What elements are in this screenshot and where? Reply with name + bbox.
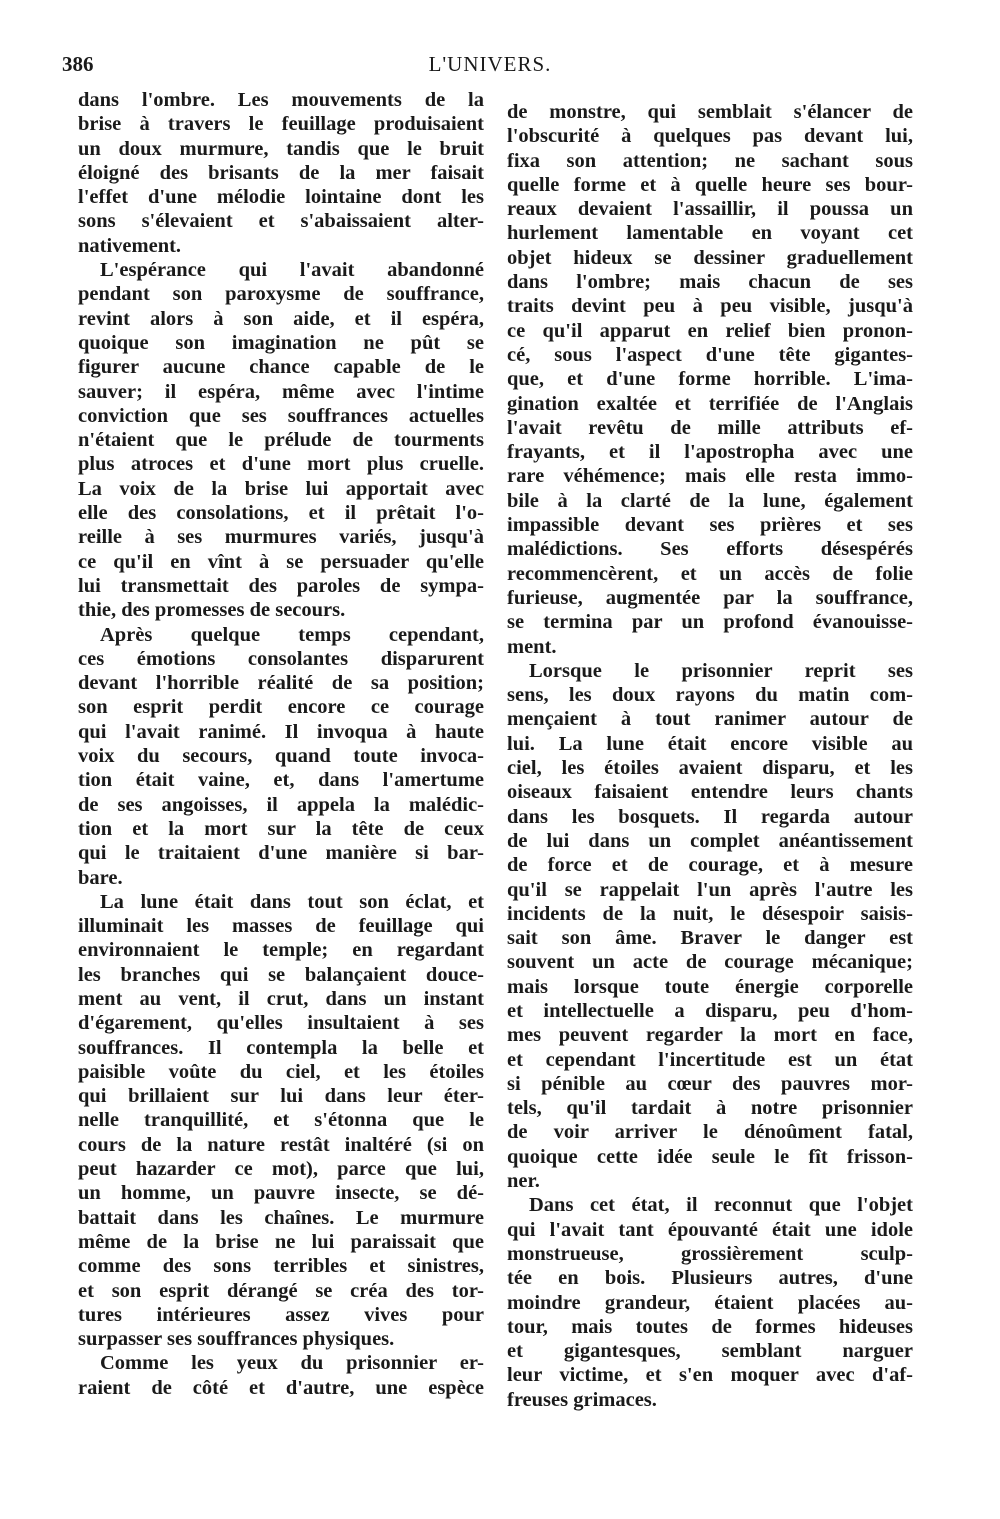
paragraph bbox=[78, 1351, 484, 1400]
paragraph bbox=[507, 100, 913, 659]
text-line: pendant son paroxysme de souffrance, bbox=[78, 283, 484, 306]
text-line: La voix de la brise lui apportait avec bbox=[78, 477, 484, 500]
text-line: moindre grandeur, étaient placées au- bbox=[507, 1291, 913, 1314]
text-line: devant l'horrible réalité de sa position; bbox=[78, 672, 484, 695]
text-line: l'effet d'une mélodie lointaine dont les bbox=[78, 186, 484, 209]
text-line: de voir arriver le dénoûment fatal, bbox=[507, 1121, 913, 1144]
running-title: L'UNIVERS. bbox=[428, 52, 552, 76]
text-line: ment au vent, il crut, dans un instant bbox=[78, 987, 484, 1010]
text-line: gination exaltée et terrifiée de l'Anglais bbox=[507, 392, 913, 415]
text-line: ces émotions consolantes disparurent bbox=[78, 647, 484, 670]
text-line: hurlement lamentable en voyant cet bbox=[507, 222, 913, 245]
text-line: qui l'avait tant épouvanté était une idole bbox=[507, 1218, 913, 1241]
text-line: sait son âme. Braver le danger est bbox=[507, 927, 913, 950]
text-line: rare véhémence; mais elle resta immo- bbox=[507, 465, 913, 488]
text-line: de lui dans un complet anéantissement bbox=[507, 829, 913, 852]
text-line: lui transmettait des paroles de sympa- bbox=[78, 574, 484, 597]
text-line: voix du secours, quand toute invoca- bbox=[78, 745, 484, 768]
text-line: quoique son imagination ne pût se bbox=[78, 331, 484, 354]
text-line: tion était vaine, et, dans l'amertume bbox=[78, 769, 484, 792]
text-line: et son esprit dérangé se créa des tor- bbox=[78, 1279, 484, 1302]
text-line: souvent un acte de courage mécanique; bbox=[507, 951, 913, 974]
text-line: incidents de la nuit, le désespoir saisis- bbox=[507, 902, 913, 925]
text-line: souffrances. Il contempla la belle et bbox=[78, 1036, 484, 1059]
paragraph bbox=[507, 659, 913, 1194]
text-line: ment. bbox=[507, 635, 557, 658]
text-line: qui le traitaient d'une manière si bar- bbox=[78, 842, 484, 865]
text-line: brise à travers le feuillage produisaient bbox=[78, 113, 484, 136]
text-line: La lune était dans tout son éclat, et bbox=[100, 890, 484, 913]
text-line: traits devint peu à peu visible, jusqu'à bbox=[507, 295, 913, 318]
text-line: nelle tranquillité, et s'étonna que le bbox=[78, 1109, 484, 1132]
text-line: peut hazarder ce mot), parce que lui, bbox=[78, 1158, 484, 1181]
paragraph bbox=[78, 890, 484, 1352]
text-line: Après quelque temps cependant, bbox=[100, 623, 484, 646]
text-line: si pénible au cœur des pauvres mor- bbox=[507, 1072, 913, 1095]
text-line: un doux murmure, tandis que le bruit bbox=[78, 137, 484, 160]
text-line: éloigné des brisants de la mer faisait bbox=[78, 161, 484, 184]
text-line: surpasser ses souffrances physiques. bbox=[78, 1328, 395, 1351]
text-line: tels, qu'il tardait à notre prisonnier bbox=[507, 1097, 913, 1120]
text-line: furieuse, augmentée par la souffrance, bbox=[507, 586, 913, 609]
text-line: mais lorsque toute énergie corporelle bbox=[507, 975, 913, 998]
text-line: cé, sous l'aspect d'une tête gigantes- bbox=[507, 343, 913, 366]
text-line: objet hideux se dessiner graduellement bbox=[507, 246, 913, 269]
text-line: n'étaient que le prélude de tourments bbox=[78, 429, 484, 452]
text-line: son esprit perdit encore ce courage bbox=[78, 696, 484, 719]
text-line: sauver; il espéra, même avec l'intime bbox=[78, 380, 484, 403]
paragraph bbox=[78, 623, 484, 890]
text-line: oiseaux faisaient entendre leurs chants bbox=[507, 781, 913, 804]
text-line: tion et la mort sur la tête de ceux bbox=[78, 817, 484, 840]
text-line: dans les bosquets. Il regarda autour bbox=[507, 805, 913, 828]
text-line: et gigantesques, semblant narguer bbox=[507, 1340, 913, 1363]
text-line: revint alors à son aide, et il espéra, bbox=[78, 307, 484, 330]
text-line: Dans cet état, il reconnut que l'objet bbox=[529, 1194, 913, 1217]
text-line: leur victime, et s'en moquer avec d'af- bbox=[507, 1364, 913, 1387]
text-line: plus atroces et d'une mort plus cruelle. bbox=[78, 453, 484, 476]
text-line: thie, des promesses de secours. bbox=[78, 599, 346, 622]
text-line: cours de la nature restât inaltéré (si on bbox=[78, 1133, 484, 1156]
text-line: paisible voûte du ciel, et les étoiles bbox=[78, 1060, 484, 1083]
text-line: recommencèrent, et un accès de folie bbox=[507, 562, 913, 585]
text-line: fixa son attention; ne sachant sous bbox=[507, 149, 913, 172]
text-line: frayants, et il l'apostropha avec une bbox=[507, 441, 913, 464]
text-line: impassible devant ses prières et ses bbox=[507, 514, 913, 537]
text-line: Lorsque le prisonnier reprit ses bbox=[529, 659, 913, 682]
text-line: tour, mais toutes de formes hideuses bbox=[507, 1315, 913, 1338]
text-line: qui brillaient sur lui dans leur éter- bbox=[78, 1085, 484, 1108]
text-line: quelle forme et à quelle heure ses bour- bbox=[507, 173, 913, 196]
paragraph bbox=[78, 258, 484, 622]
text-line: freuses grimaces. bbox=[507, 1388, 657, 1411]
text-line: même de la brise ne lui paraissait que bbox=[78, 1230, 484, 1253]
text-line: sons s'élevaient et s'abaissaient alter- bbox=[78, 210, 484, 233]
text-line: un homme, un pauvre insecte, se dé- bbox=[78, 1182, 484, 1205]
text-line: reille à ses murmures variés, jusqu'à bbox=[78, 526, 484, 549]
text-line: nativement. bbox=[78, 234, 182, 257]
text-line: quoique cette idée seule le fît frisson- bbox=[507, 1145, 913, 1168]
text-line: malédictions. Ses efforts désespérés bbox=[507, 538, 913, 561]
text-line: les branches qui se balançaient douce- bbox=[78, 963, 484, 986]
text-line: mençaient à tout ranimer autour de bbox=[507, 708, 913, 731]
text-line: bare. bbox=[78, 866, 123, 889]
text-line: reaux devaient l'assaillir, il poussa un bbox=[507, 198, 913, 221]
text-line: raient de côté et d'autre, une espèce bbox=[78, 1376, 484, 1399]
text-line: dans l'ombre. Les mouvements de la bbox=[78, 89, 484, 111]
text-line: L'espérance qui l'avait abandonné bbox=[100, 259, 484, 282]
text-line: se termina par un profond évanouisse- bbox=[507, 611, 913, 634]
text-line: dans l'ombre; mais chacun de ses bbox=[507, 271, 913, 294]
text-line: d'égarement, qu'elles insultaient à ses bbox=[78, 1012, 484, 1035]
text-line: qui l'avait ranimé. Il invoqua à haute bbox=[78, 720, 484, 743]
text-line: de ses angoisses, il appela la malédic- bbox=[78, 793, 484, 816]
text-line: figurer aucune chance capable de le bbox=[78, 356, 484, 379]
text-line: ciel, les étoiles avaient disparu, et les bbox=[507, 757, 913, 780]
text-line: bile à la clarté de la lune, également bbox=[507, 489, 913, 512]
page-number: 386 bbox=[62, 52, 94, 76]
text-line: de monstre, qui semblait s'élancer de bbox=[507, 101, 913, 123]
paragraph bbox=[78, 88, 484, 258]
text-line: qu'il se rappelait l'un après l'autre les bbox=[507, 878, 913, 901]
text-line: monstrueuse, grossièrement sculp- bbox=[507, 1242, 913, 1265]
text-line: Comme les yeux du prisonnier er- bbox=[100, 1352, 484, 1375]
text-line: conviction que ses souffrances actuelles bbox=[78, 404, 484, 427]
text-line: l'obscurité à quelques pas devant lui, bbox=[507, 125, 913, 148]
text-line: tée en bois. Plusieurs autres, d'une bbox=[507, 1267, 913, 1290]
text-line: elle des consolations, et il prêtait l'o- bbox=[78, 502, 484, 525]
text-line: ce qu'il apparut en relief bien pronon- bbox=[507, 319, 913, 342]
paragraph bbox=[507, 1193, 913, 1412]
text-line: l'avait revêtu de mille attributs ef- bbox=[507, 416, 913, 439]
text-line: ner. bbox=[507, 1170, 540, 1193]
text-line: mes peuvent regarder la mort en face, bbox=[507, 1024, 913, 1047]
text-line: environnaient le temple; en regardant bbox=[78, 939, 484, 962]
left-column bbox=[78, 88, 484, 1400]
text-line: ce qu'il en vînt à se persuader qu'elle bbox=[78, 550, 484, 573]
text-line: que, et d'une forme horrible. L'ima- bbox=[507, 368, 913, 391]
text-line: comme des sons terribles et sinistres, bbox=[78, 1255, 484, 1278]
text-line: illuminait les masses de feuillage qui bbox=[78, 915, 484, 938]
text-line: et cependant l'incertitude est un état bbox=[507, 1048, 913, 1071]
text-line: de force et de courage, et à mesure bbox=[507, 854, 913, 877]
text-line: lui. La lune était encore visible au bbox=[507, 732, 913, 755]
text-line: et intellectuelle a disparu, peu d'hom- bbox=[507, 999, 913, 1022]
text-line: sens, les doux rayons du matin com- bbox=[507, 684, 913, 707]
right-column bbox=[507, 100, 913, 1412]
text-line: battait dans les chaînes. Le murmure bbox=[78, 1206, 484, 1229]
text-line: tures intérieures assez vives pour bbox=[78, 1303, 484, 1326]
